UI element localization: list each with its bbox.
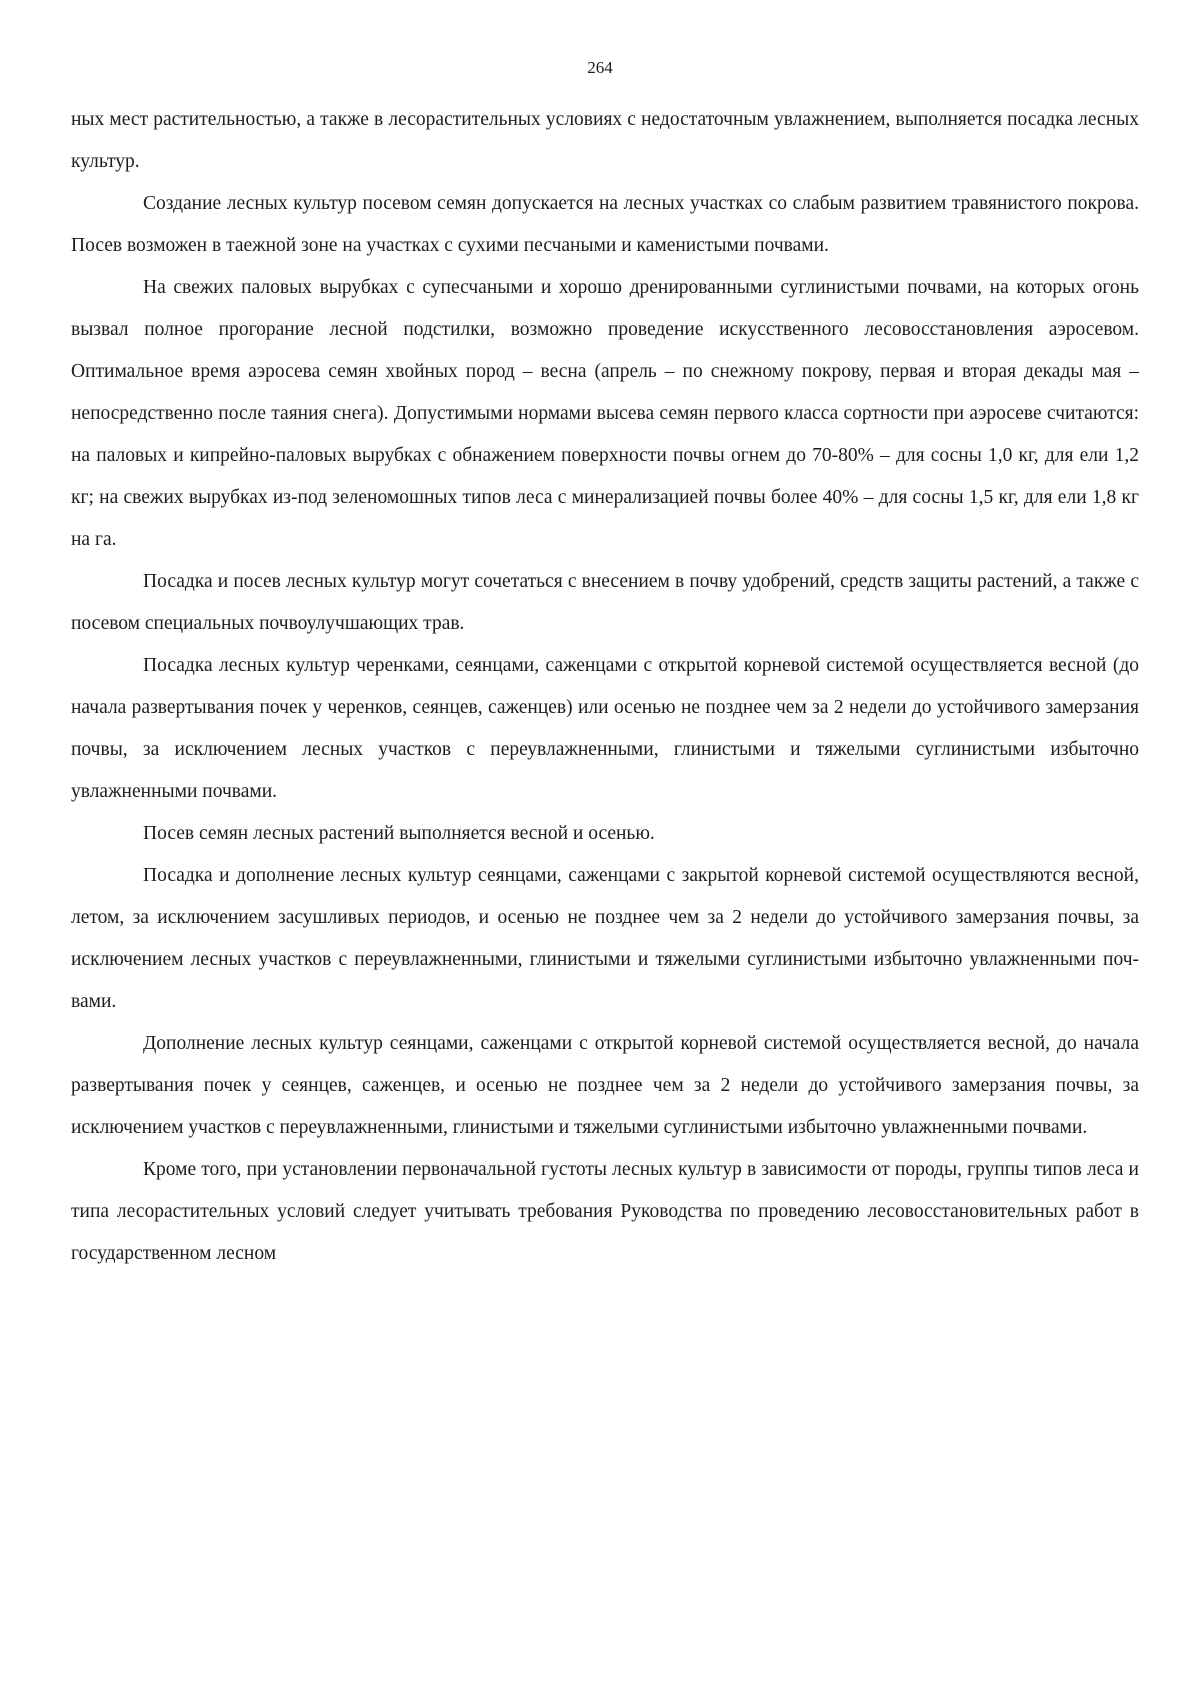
paragraph-4: Посадка и посев лесных культур могут сочетаться с внесением в почву удобрений, средств защиты растений, а также с посевом специальных почвоулучшающих трав. [71,571,1139,634]
paragraph-1: ных мест растительностью, а также в лесорастительных условиях с недостаточным увлажнением, выполняется посадка лесных культур. [71,109,1139,172]
paragraph-9: Кроме того, при установлении первоначальной густоты лесных культур в зависимости от породы, группы типов леса и типа лесорастительных условий следует учитывать требования Руководства по проведению лесовосстановительных работ в государственном лесном [71,1159,1139,1264]
paragraph-5: Посадка лесных культур черенками, сеянцами, саженцами с открытой корневой системой осуществляется весной (до начала развертывания почек у черенков, сеянцев, саженцев) или осенью не позднее чем за 2 недели до устойчивого замерзания почвы, за исключением лесных участков с переувлажненными, глинистыми и тяжелыми суглинистыми избыточно увлажненными почвами. [71,655,1139,802]
body-text [71,99,1139,1275]
paragraph-2: Создание лесных культур посевом семян допускается на лесных участках со слабым развитием травянистого покрова. Посев возможен в таежной зоне на участках с сухими песчаными и каменистыми почвами. [71,193,1139,256]
paragraph-8: Дополнение лесных культур сеянцами, саженцами с открытой корневой системой осуществляется весной, до начала развертывания почек у сеянцев, саженцев, и осенью не позднее чем за 2 недели до устойчивого замерзания почвы, за исключением участков с переувлажненными, глинистыми и тяжелыми суглинистыми избыточно увлажненными почвами. [71,1033,1139,1138]
paragraph-6: Посев семян лесных растений выполняется весной и осенью. [143,823,655,844]
paragraph-3: На свежих паловых вырубках с супесчаными и хорошо дренированными суглинистыми почвами, на которых огонь вызвал полное прогорание лесной подстилки, возможно проведение искусственного лесовосстановления аэросевом. Оптимальное время аэросева семян хвойных пород – весна (апрель – по снежному покрову, первая и вторая декады мая – непосредственно после таяния снега). Допустимыми нормами высева семян первого класса сортности при аэросеве считаются: на паловых и кипрейно-паловых вырубках с обнажением поверхности почвы огнем до 70-80% – для сосны 1,0 кг, для ели 1,2 кг; на свежих вырубках из-под зеленомошных типов леса с минерализацией почвы более 40% – для сосны 1,5 кг, для ели 1,8 кг на га. [71,277,1139,550]
page-number: 264 [587,58,613,77]
paragraph-7: Посадка и дополнение лесных культур сеянцами, саженцами с закрытой корневой системой осуществляются весной, летом, за исключением засушливых периодов, и осенью не позднее чем за 2 недели до устойчивого замерзания почвы, за исключением лесных участков с переувлажненными, глинистыми и тяжелыми суглинистыми избыточно увлажненными почвами. [71,865,1139,1012]
